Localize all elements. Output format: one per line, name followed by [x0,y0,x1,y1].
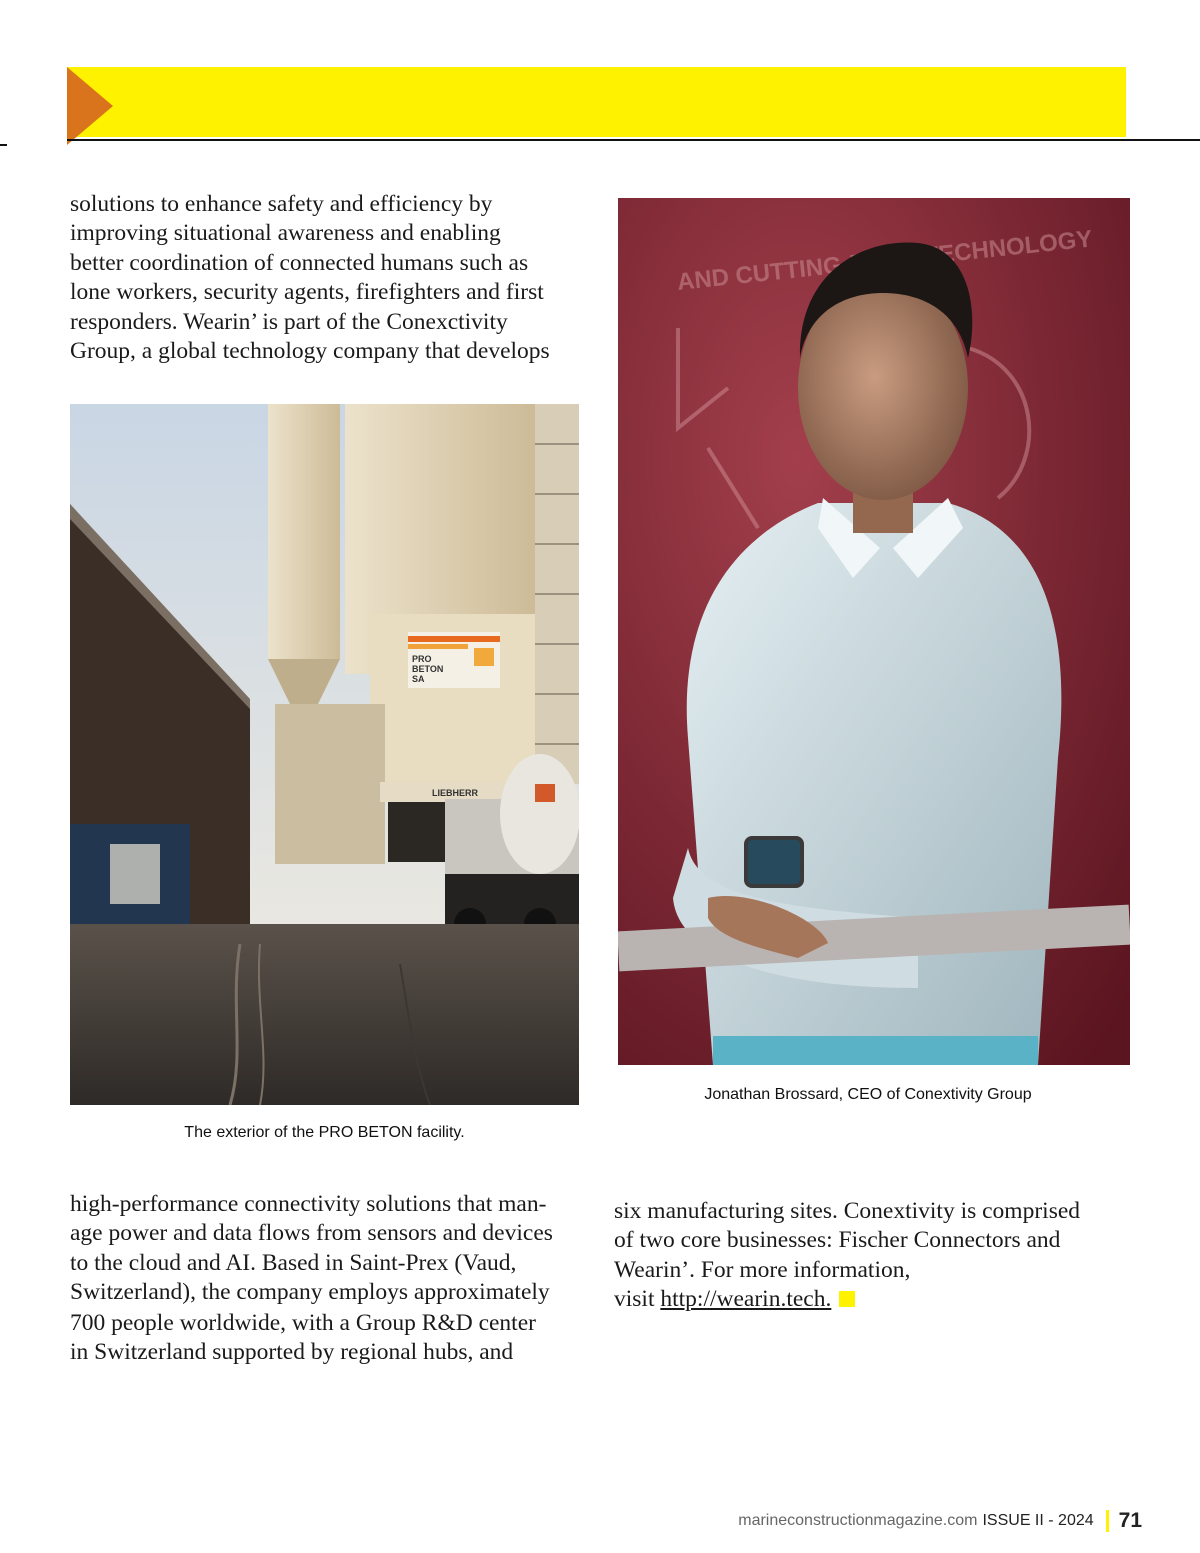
text-line: Wearin’. For more information, [614,1256,911,1283]
text-line: in Switzerland supported by regional hubs, and [70,1339,514,1366]
page-footer [738,1508,1142,1534]
footer-issue: ISSUE II - 2024 [982,1512,1094,1529]
crop-mark [0,144,7,146]
text-line: responders. Wearin’ is part of the Conexctivity [70,308,508,335]
body-paragraph-bottom-left-2 [70,1309,536,1368]
orange-triangle-arrow-icon [67,67,113,145]
text-line: to the cloud and AI. Based in Saint-Prex (Vaud, [70,1249,517,1276]
article-end-mark-icon [839,1291,855,1307]
text-line: of two core businesses: Fischer Connectors and [614,1227,1061,1254]
facility-photo-caption: The exterior of the PRO BETON facility. [184,1124,465,1141]
text-line: lone workers, security agents, firefighters and first [70,279,544,306]
body-paragraph-bottom-left-1 [70,1190,553,1308]
text-line: improving situational awareness and enabling [70,220,501,247]
header-rule [67,139,1200,141]
footer-separator [1106,1510,1109,1532]
text-line: Switzerland), the company employs approximately [70,1279,550,1306]
text-line: 700 people worldwide, with a Group R&D center [70,1310,536,1336]
body-paragraph-bottom-right [614,1197,1080,1315]
visit-prefix: visit [614,1286,661,1313]
footer-site: marineconstructionmagazine.com [738,1512,978,1529]
sign-text: BETON [412,664,444,674]
text-line: age power and data flows from sensors and devices [70,1220,553,1247]
text-line [614,1285,1080,1314]
text-line: solutions to enhance safety and efficiency by [70,191,493,217]
text-line: six manufacturing sites. Conextivity is comprised [614,1198,1081,1224]
ceo-portrait-photo [618,198,1130,1065]
sign-text: PRO [412,654,432,664]
text-line: high-performance connectivity solutions that man- [70,1191,547,1217]
text-line: Group, a global technology company that develops [70,338,550,365]
wearin-link[interactable]: http://wearin.tech. [660,1286,832,1313]
ceo-photo-caption: Jonathan Brossard, CEO of Conextivity Group [704,1086,1032,1103]
door-label: LIEBHERR [432,788,479,798]
body-paragraph-top-left [70,190,550,366]
wall-graphic-text: AND CUTTING-EDGE TECHNOLOGY [675,225,1094,296]
text-line: better coordination of connected humans such as [70,249,529,276]
sign-text: SA [412,674,425,684]
facility-photo [70,404,579,1105]
page-number: 71 [1118,1509,1142,1532]
section-header-bar [67,67,1126,137]
